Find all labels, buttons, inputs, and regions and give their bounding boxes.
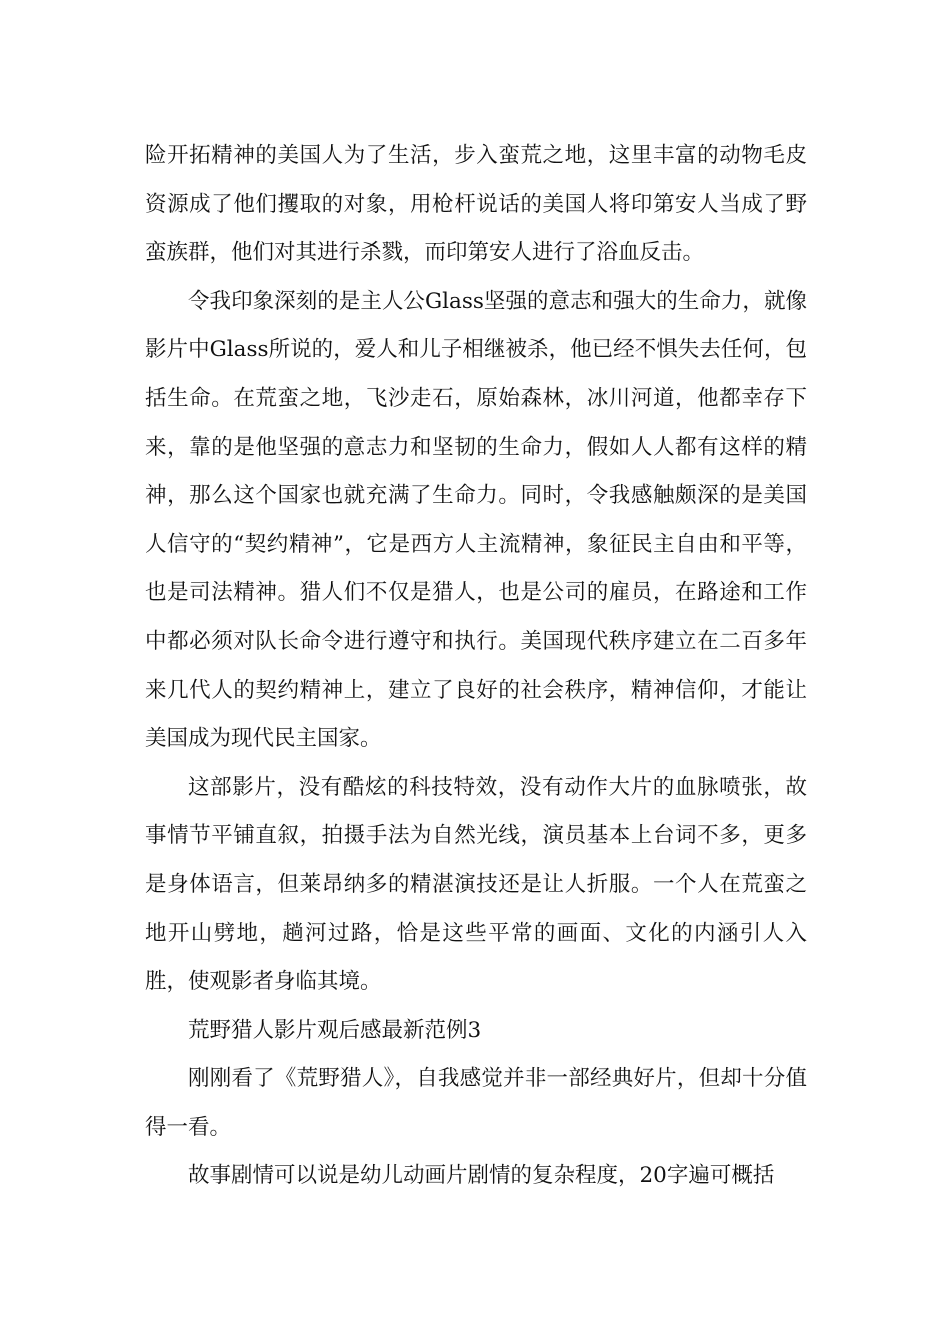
paragraph-plot: 故事剧情可以说是幼儿动画片剧情的复杂程度，20字遍可概括 bbox=[188, 1163, 775, 1189]
paragraph-continuation: 险开拓精神的美国人为了生活，步入蛮荒之地，这里丰富的动物毛皮资源成了他们攫取的对象，用枪杆说话的美国人将印第安人当成了野蛮族群，他们对其进行杀戮，而印第安人进行了浴血反击。 bbox=[145, 143, 807, 266]
paragraph-film-style: 这部影片，没有酷炫的科技特效，没有动作大片的血脉喷张，故事情节平铺直叙，拍摄手法为自然光线，演员基本上台词不多，更多是身体语言，但莱昂纳多的精湛演技还是让人折服。一个人在荒蛮之地开山劈地，趟河过路，恰是这些平常的画面、文化的内涵引人入胜，使观影者身临其境。 bbox=[145, 774, 807, 995]
paragraph-first-impression: 刚刚看了《荒野猎人》，自我感觉并非一部经典好片，但却十分值得一看。 bbox=[145, 1066, 807, 1140]
paragraph-glass-spirit: 令我印象深刻的是主人公Glass坚强的意志和强大的生命力，就像影片中Glass所说的，爱人和儿子相继被杀，他已经不惧失去任何，包括生命。在荒蛮之地，飞沙走石，原始森林，冰川河道，他都幸存下来，靠的是他坚强的意志力和坚韧的生命力，假如人人都有这样的精神，那么这个国家也就充满了生命力。同时，令我感触颇深的是美国人信守的“契约精神”，它是西方人主流精神，象征民主自由和平等，也是司法精神。猎人们不仅是猎人，也是公司的雇员，在路途和工作中都必须对队长命令进行遵守和执行。美国现代秩序建立在二百多年来几代人的契约精神上，建立了良好的社会秩序，精神信仰，才能让美国成为现代民主国家。 bbox=[145, 288, 807, 752]
section-heading: 荒野猎人影片观后感最新范例3 bbox=[188, 1017, 482, 1043]
document-body bbox=[145, 132, 807, 1201]
